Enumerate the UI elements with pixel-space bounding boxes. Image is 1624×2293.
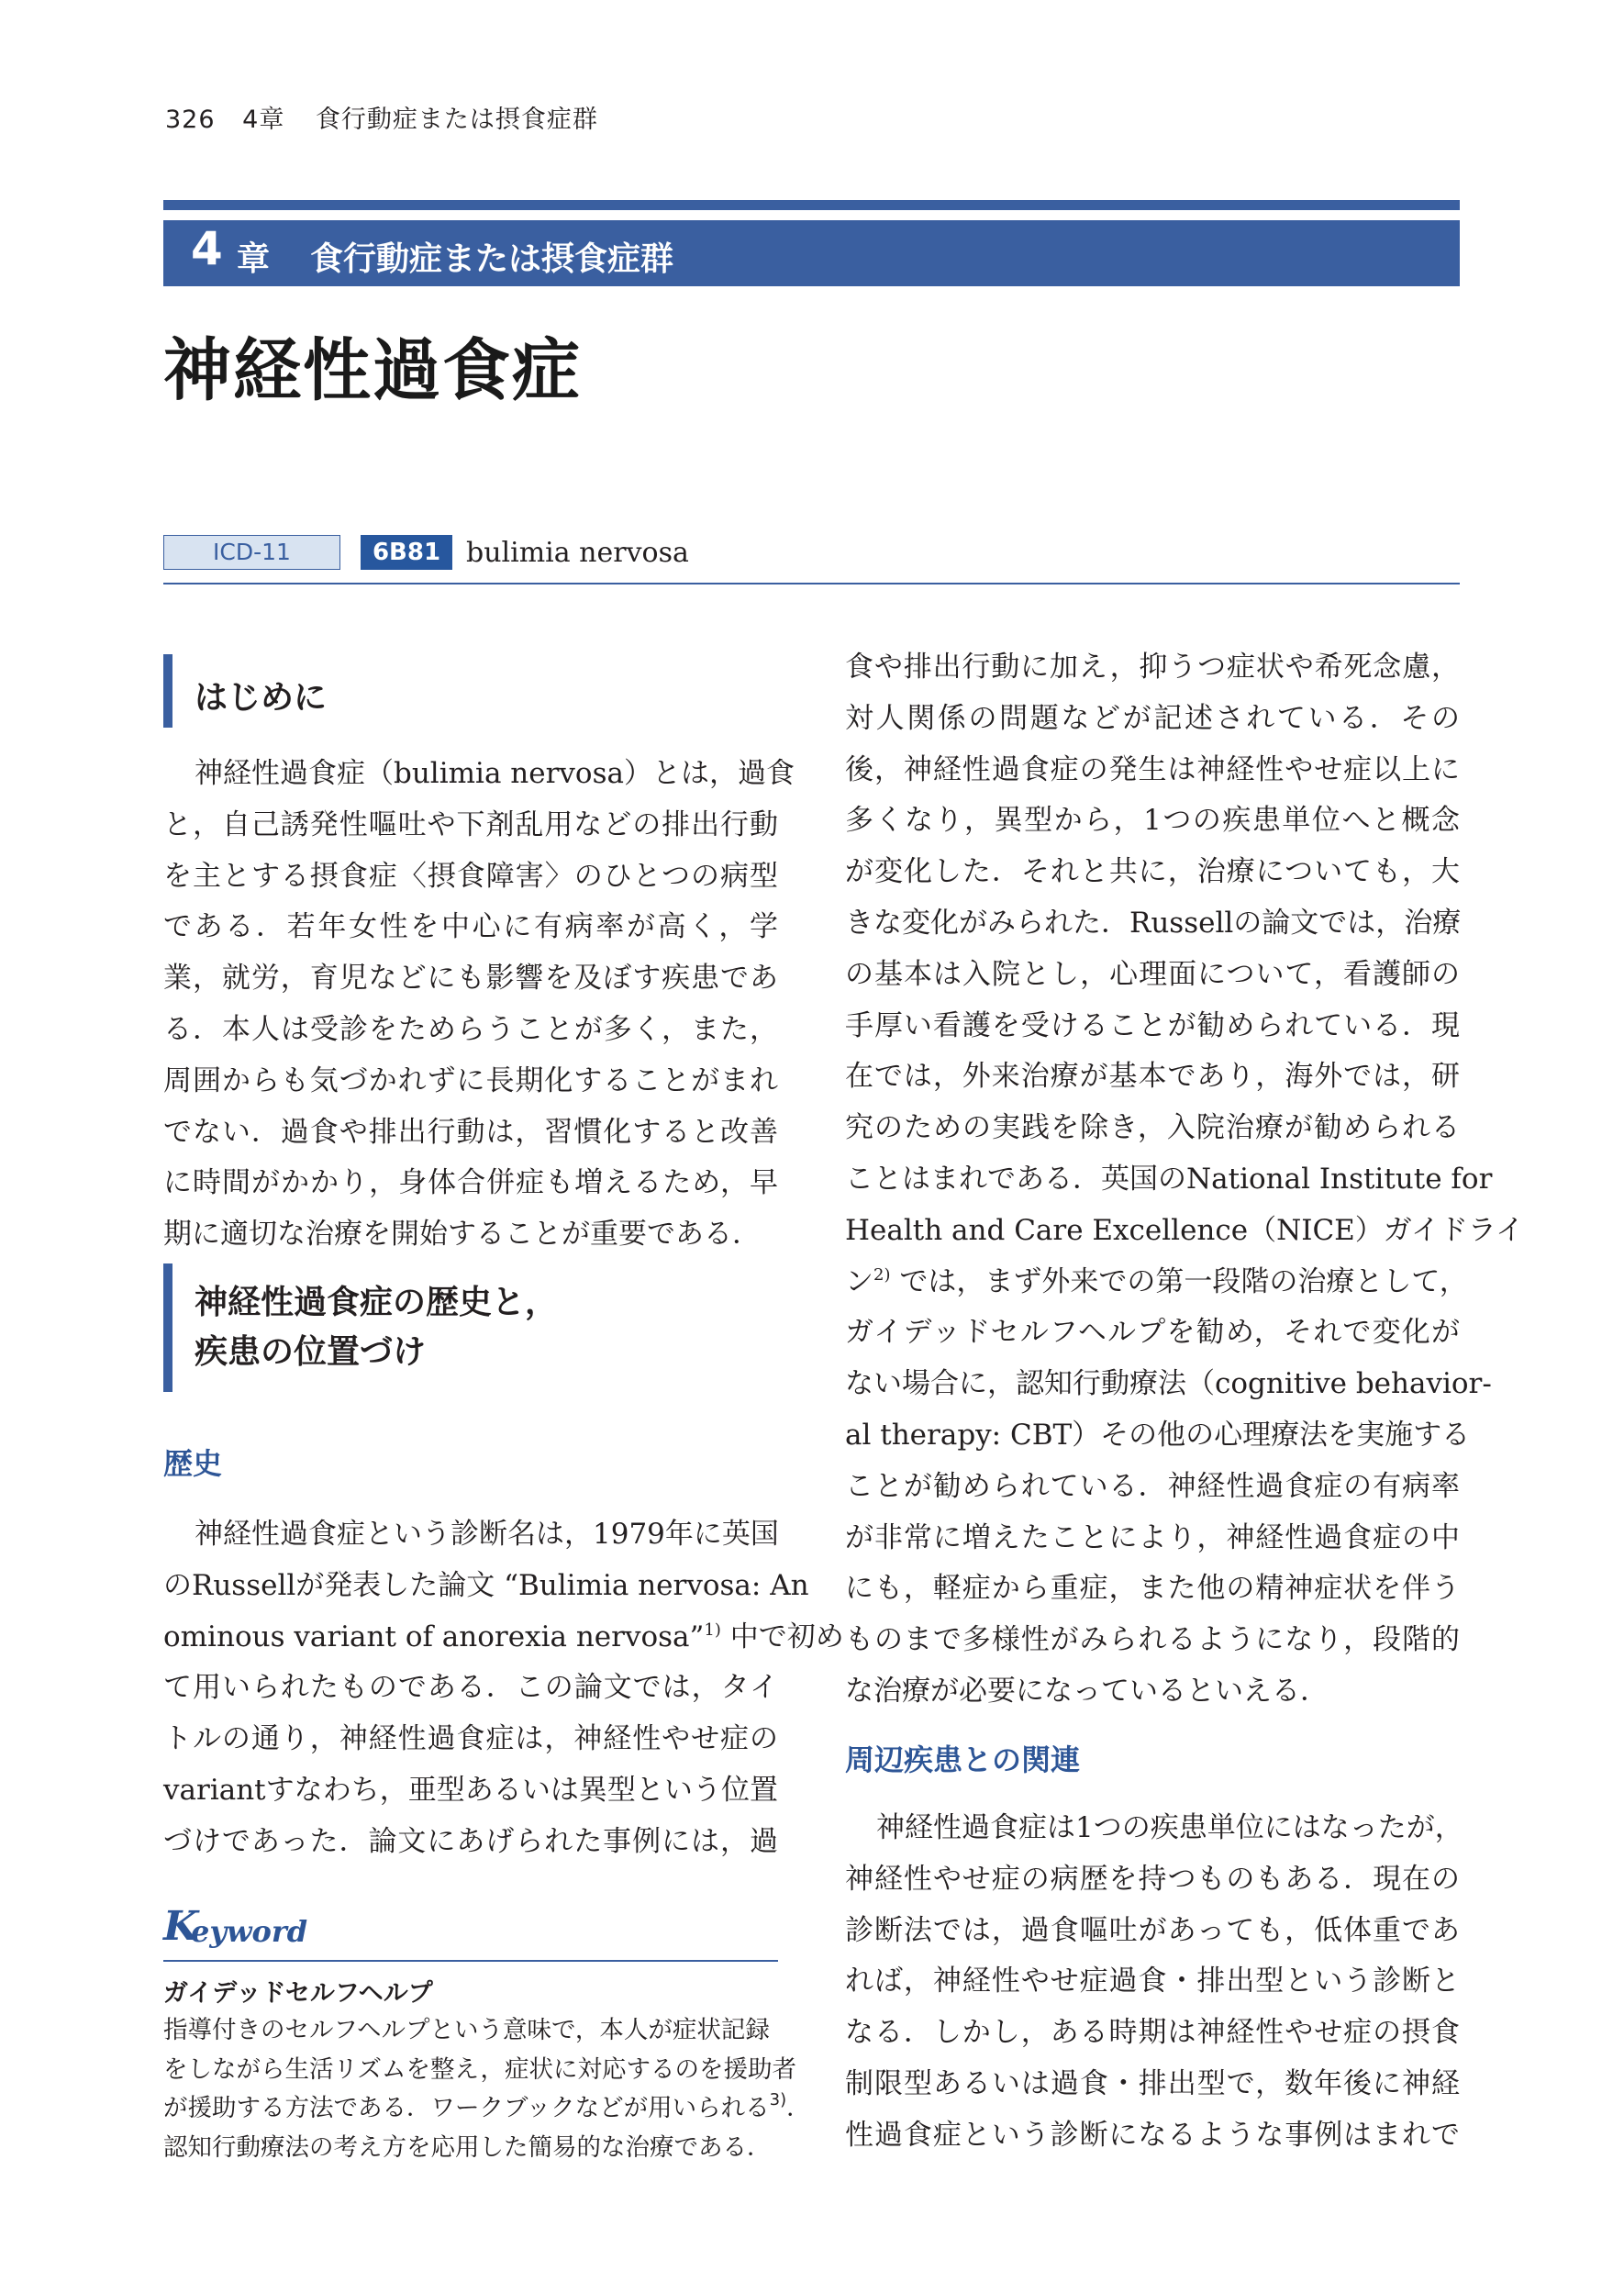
keyword-text [163,2011,811,2167]
text-line: の基本は入院とし，心理面について，看護師の [845,957,1460,991]
text-line: 期に適切な治療を開始することが重要である． [163,1218,761,1252]
chapter-number: 4 [191,222,223,275]
text-line: である．若年女性を中心に有病率が高く，学 [163,910,778,944]
top-rule [163,200,1460,210]
history-subheading: 歴史 [163,1446,223,1481]
text-line: ことはまれである．英国のNational Institute for [845,1162,1493,1196]
icd-row [163,535,1460,584]
chapter-suffix: 章 [237,240,271,278]
text-line [163,2089,811,2129]
text-line [845,1257,1468,1308]
text-line: をしながら生活リズムを整え，症状に対応するのを援助者 [163,2054,797,2084]
history-paragraph [163,1509,844,1868]
keyword-label: eyword [191,1914,308,1949]
icd-name: bulimia nervosa [466,537,689,569]
text-line: ない場合に，認知行動療法（cognitive behavior- [845,1367,1492,1401]
text-line: 業，就労，育児などにも影響を及ぼす疾患であ [163,962,778,996]
text-line: なる．しかし，ある時期は神経性やせ症の摂食 [845,2016,1460,2050]
text-line: 診断法では，過食嘔吐があっても，低体重であ [845,1913,1460,1947]
keyword-term: ガイデッドセルフヘルプ [163,1979,433,2008]
related-paragraph [845,1803,1463,2162]
text-span: ン [845,1264,873,1298]
text-line: 対人関係の問題などが記述されている．その [845,701,1460,735]
text-line: づけであった．論文にあげられた事例には，過 [163,1824,778,1858]
text-line [163,1612,844,1664]
text-line: な治療が必要になっているといえる． [845,1674,1329,1708]
text-line: のRussellが発表した論文 “Bulimia nervosa: An [163,1568,809,1602]
text-line: ものまで多様性がみられるようになり，段階的 [845,1623,1460,1657]
running-chapter: 4章 [242,106,285,134]
text-line: れば，神経性やせ症過食・排出型という診断と [845,1965,1460,1998]
reference-mark: 1) [704,1620,721,1640]
text-line: 神経性過食症という診断名は，1979年に英国 [195,1518,779,1551]
text-line: ガイデッドセルフヘルプを勧め，それで変化が [845,1316,1460,1350]
text-line: が非常に増えたことにより，神経性過食症の中 [845,1520,1460,1554]
history-heading [195,1278,558,1377]
text-line: 究のための実践を除き，入院治療が勧められる [845,1111,1460,1145]
text-line: を主とする摂食症〈摂食障害〉のひとつの病型 [163,859,778,893]
page-number: 326 [165,106,216,134]
text-line: ことが勧められている．神経性過食症の有病率 [845,1469,1460,1503]
heading-bar [163,1263,172,1392]
text-line: きな変化がみられた．Russellの論文では，治療 [845,906,1462,940]
text-line: 神経性過食症（bulimia nervosa）とは，過食 [195,757,795,790]
text-line: 認知行動療法の考え方を応用した簡易的な治療である． [163,2132,772,2162]
text-span: が援助する方法である．ワークブックなどが用いられる [163,2094,770,2122]
text-line: variantすなわち，亜型あるいは異型という位置 [163,1773,778,1807]
text-span: ． [786,2094,811,2122]
text-line: al therapy: CBT）その他の心理療法を実施する [845,1418,1471,1452]
text-line: と，自己誘発性嘔吐や下剤乱用などの排出行動 [163,807,778,841]
page-title: 神経性過食症 [163,331,582,410]
reference-mark: 3) [769,2090,787,2109]
keyword-initial: K [163,1903,199,1950]
text-line: 周囲からも気づかれずに長期化することがまれ [163,1063,778,1097]
text-span: 中で初め [729,1620,844,1653]
history-heading-line: 神経性過食症の歴史と， [195,1284,559,1321]
text-line: 在では，外来治療が基本であり，海外では，研 [845,1060,1460,1094]
text-line: 手厚い看護を受けることが勧められている．現 [845,1008,1460,1042]
right-paragraph [845,642,1524,1718]
text-line: 神経性やせ症の病歴を持つものもある．現在の [845,1862,1460,1896]
text-line: 制限型あるいは過食・排出型で，数年後に神経 [845,2066,1460,2100]
running-head [165,99,598,135]
intro-heading: はじめに [195,679,328,717]
text-line: 後，神経性過食症の発生は神経性やせ症以上に [845,752,1460,786]
text-line: 多くなり，異型から，1つの疾患単位へと概念 [845,804,1460,838]
keyword-header [163,1903,778,1962]
text-span: では，まず外来での第一段階の治療として， [899,1264,1468,1298]
text-span: ominous variant of anorexia nervosa” [163,1620,705,1653]
text-line: が変化した．それと共に，治療についても，大 [845,855,1460,889]
running-title: 食行動症または摂食症群 [315,106,598,134]
text-line: にも，軽症から重症，また他の精神症状を伴う [845,1572,1460,1606]
heading-bar [163,654,172,728]
text-line: 性過食症という診断になるような事例はまれで [845,2118,1460,2152]
icd-code: 6B81 [361,535,452,570]
text-line: て用いられたものである．この論文では，タイ [163,1671,778,1705]
text-line: でない．過食や排出行動は，習慣化すると改善 [163,1115,778,1149]
chapter-band [163,220,1460,286]
intro-paragraph [163,749,795,1261]
text-line: に時間がかかり，身体合併症も増えるため，早 [163,1166,778,1200]
text-line: Health and Care Excellence（NICE）ガイドライ [845,1213,1524,1247]
history-heading-line: 疾患の位置づけ [195,1333,427,1371]
text-line: 食や排出行動に加え，抑うつ症状や希死念慮， [845,651,1460,684]
reference-mark: 2) [873,1264,891,1285]
text-line: 指導付きのセルフヘルプという意味で，本人が症状記録 [163,2016,770,2044]
text-line: 神経性過食症は1つの疾患単位にはなったが， [876,1811,1463,1844]
text-line: る．本人は受診をためらうことが多く，また， [163,1012,778,1046]
related-subheading: 周辺疾患との関連 [845,1742,1081,1777]
chapter-title: 食行動症または摂食症群 [310,240,674,278]
text-line: トルの通り，神経性過食症は，神経性やせ症の [163,1722,778,1756]
icd-label: ICD-11 [163,535,340,570]
